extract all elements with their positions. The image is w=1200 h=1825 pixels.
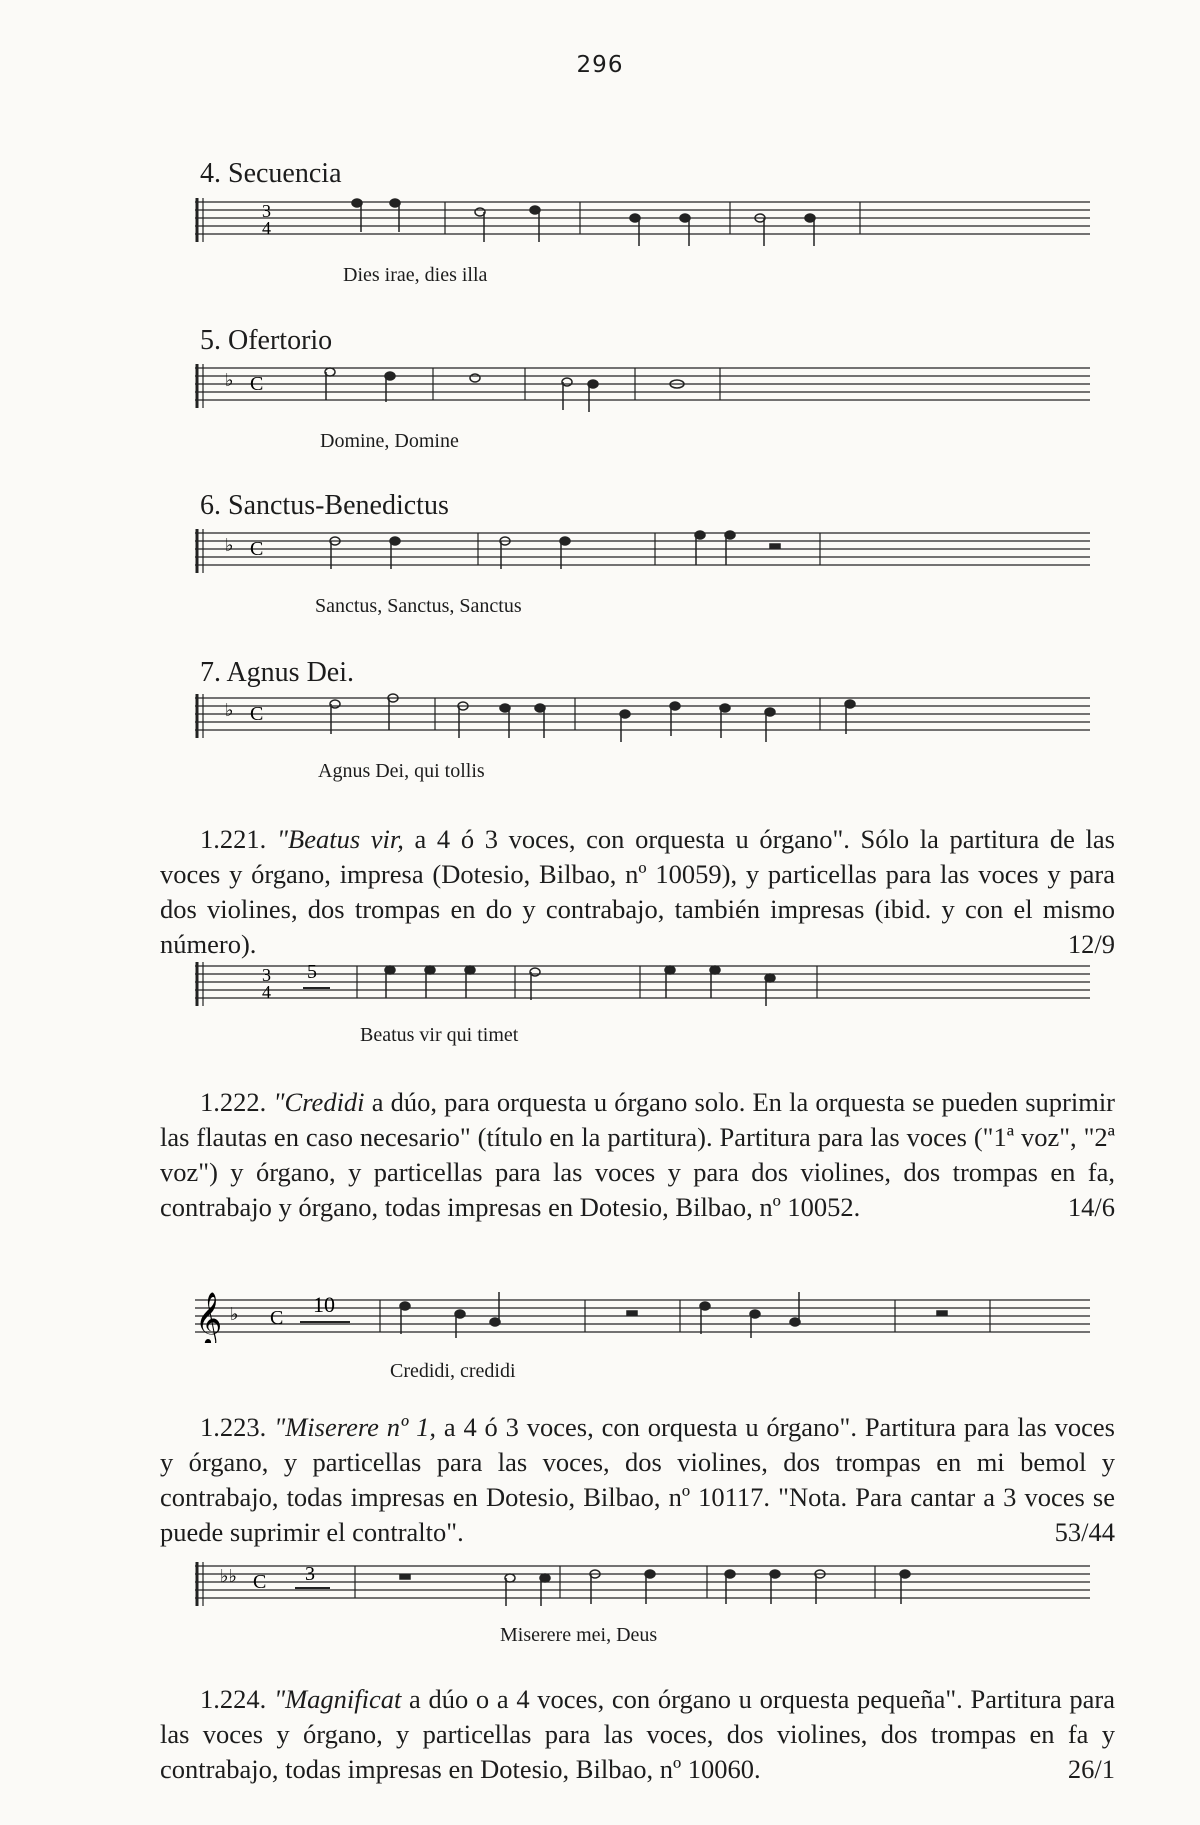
music-staff-credidi bbox=[195, 1288, 1095, 1343]
lyric-credidi: Credidi, credidi bbox=[390, 1360, 516, 1382]
entry-1221 bbox=[160, 822, 1115, 962]
music-staff-miserere bbox=[195, 1560, 1095, 1610]
entry-ref: 12/9 bbox=[1067, 929, 1115, 959]
entry-number: 1.221. bbox=[200, 824, 267, 854]
entry-text: a dúo, para orquesta u órgano solo. En la orquesta se pueden suprimir las flautas en caso necesario" (título en la partitura). Partitura para las voces ("1ª voz", "2ª voz") y órgano, y particellas para las voces y para dos violines, dos trompas en fa, contrabajo y órgano, todas impresas en Dotesio, Bilbao, nº 10052. bbox=[160, 1087, 1116, 1222]
time-signature-top-beatus: 3 bbox=[262, 965, 271, 985]
svg-text:𝄞: 𝄞 bbox=[195, 1293, 223, 1343]
multirest-count-credidi: 10 bbox=[313, 1292, 335, 1317]
entry-number: 1.223. bbox=[200, 1412, 267, 1442]
entry-title: "Beatus vir, bbox=[276, 824, 404, 854]
section-heading-sanctus: 6. Sanctus-Benedictus bbox=[200, 490, 449, 521]
page-number: 296 bbox=[576, 52, 624, 78]
entry-title: "Magnificat bbox=[273, 1684, 402, 1714]
section-heading-agnus-dei: 7. Agnus Dei. bbox=[200, 657, 354, 688]
lyric-beatus-vir: Beatus vir qui timet bbox=[360, 1024, 519, 1046]
time-signature-bottom: 4 bbox=[262, 218, 271, 238]
music-staff-agnus-dei bbox=[195, 692, 1095, 747]
lyric-secuencia: Dies irae, dies illa bbox=[343, 264, 488, 286]
multirest-count-miserere: 3 bbox=[305, 1563, 315, 1585]
entry-title: "Miserere nº 1, bbox=[274, 1412, 436, 1442]
svg-text:♭: ♭ bbox=[225, 535, 234, 555]
entry-ref: 14/6 bbox=[1067, 1192, 1115, 1222]
music-staff-secuencia bbox=[195, 196, 1095, 246]
svg-text:♭: ♭ bbox=[225, 700, 234, 720]
svg-text:♭: ♭ bbox=[225, 370, 234, 390]
entry-title: "Credidi bbox=[273, 1087, 365, 1117]
common-time-miserere: C bbox=[253, 1571, 267, 1593]
entry-1224 bbox=[160, 1682, 1115, 1787]
entry-text: a 4 ó 3 voces, con orquesta u órgano". Sólo la partitura de las voces y órgano, impresa (Dotesio, Bilbao, nº 10059), y particellas para las voces y para dos violines, dos trompas en do y contrabajo, también impresas (ibid. y con el mismo número). bbox=[160, 824, 1115, 959]
svg-text:♭♭: ♭♭ bbox=[220, 1566, 237, 1586]
entry-text: a dúo o a 4 voces, con órgano u orquesta pequeña". Partitura para las voces y órgano, y particellas para las voces, dos violines, dos trompas en fa y contrabajo, todas impresas en Dotesio, Bilbao, nº 10060. bbox=[160, 1684, 1115, 1784]
music-staff-beatus-vir bbox=[195, 960, 1095, 1010]
lyric-agnus-dei: Agnus Dei, qui tollis bbox=[318, 760, 485, 782]
common-time-agnus: C bbox=[250, 703, 264, 725]
lyric-ofertorio: Domine, Domine bbox=[320, 430, 459, 452]
entry-number: 1.222. bbox=[200, 1087, 267, 1117]
entry-ref: 53/44 bbox=[1054, 1517, 1115, 1547]
common-time-ofertorio: C bbox=[250, 373, 264, 395]
entry-text: a 4 ó 3 voces, con orquesta u órgano". Partitura para las voces y órgano, y particellas para las voces, dos violines, dos trompas en mi bemol y contrabajo, todas impresas en Dotesio, Bilbao, nº 10117. "Nota. Para cantar a 3 voces se puede suprimir el contralto". bbox=[160, 1412, 1115, 1547]
lyric-sanctus: Sanctus, Sanctus, Sanctus bbox=[315, 595, 522, 617]
entry-1222 bbox=[160, 1085, 1115, 1225]
section-heading-ofertorio: 5. Ofertorio bbox=[200, 325, 333, 356]
entry-ref: 26/1 bbox=[1067, 1754, 1115, 1784]
lyric-miserere: Miserere mei, Deus bbox=[500, 1624, 658, 1646]
entry-number: 1.224. bbox=[200, 1684, 267, 1714]
time-signature-bottom-beatus: 4 bbox=[262, 982, 271, 1002]
music-staff-ofertorio bbox=[195, 362, 1095, 412]
music-staff-sanctus bbox=[195, 527, 1095, 577]
common-time-credidi: C bbox=[270, 1307, 284, 1329]
entry-1223 bbox=[160, 1410, 1115, 1550]
svg-text:♭: ♭ bbox=[230, 1304, 239, 1324]
time-signature-top: 3 bbox=[262, 201, 271, 221]
common-time-sanctus: C bbox=[250, 538, 264, 560]
multirest-count-beatus: 5 bbox=[307, 961, 317, 983]
section-heading-secuencia: 4. Secuencia bbox=[200, 158, 342, 189]
